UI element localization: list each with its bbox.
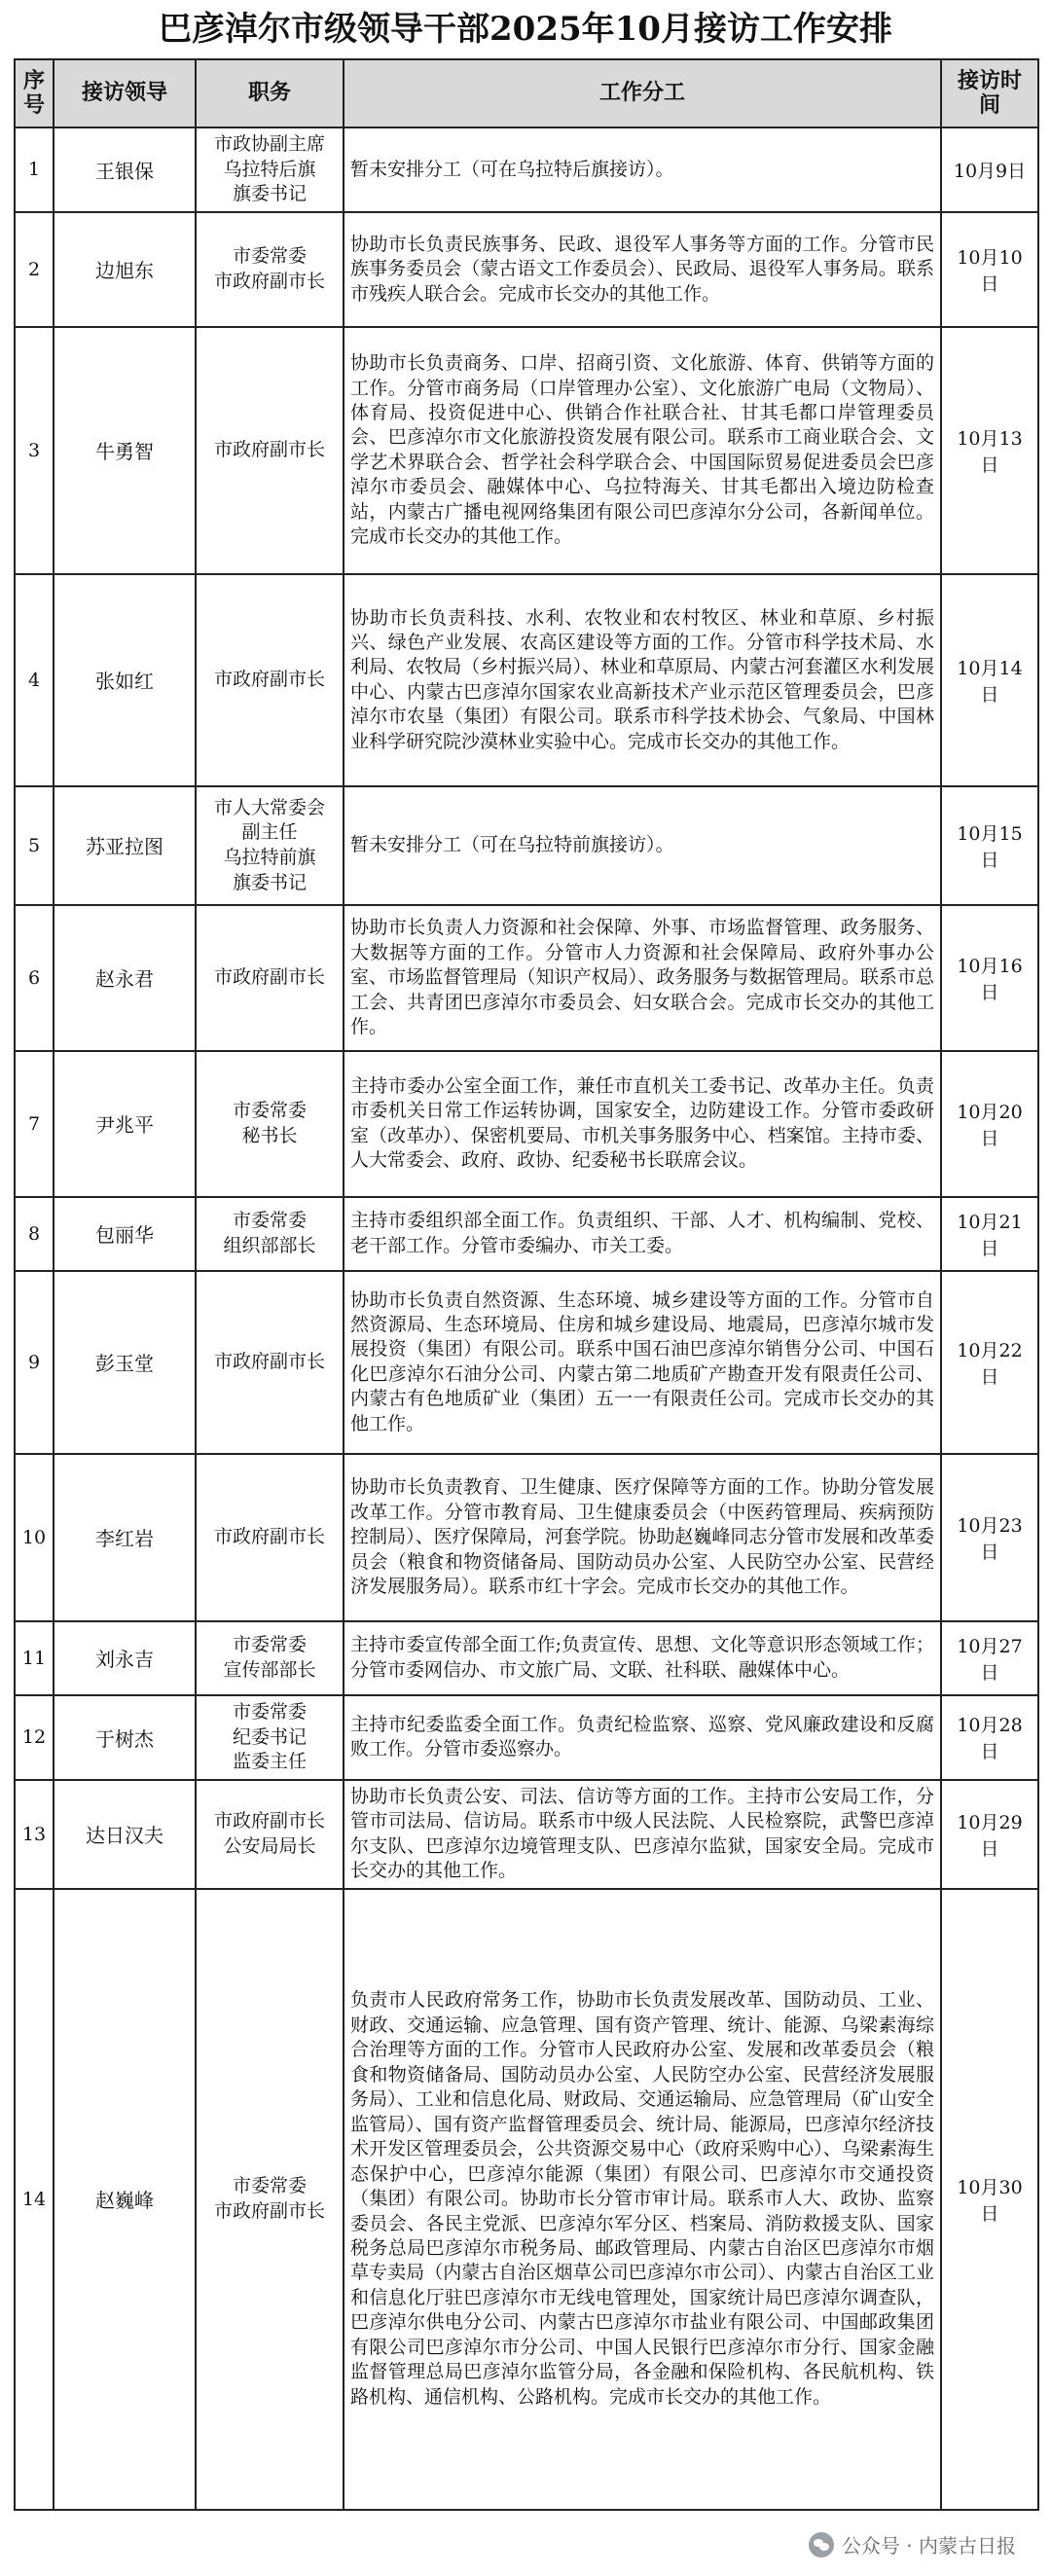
reception-date: 10月29日	[941, 1780, 1038, 1889]
leader-name: 尹兆平	[54, 1051, 196, 1197]
table-row	[15, 1051, 1038, 1197]
position-line: 市委常委	[232, 245, 307, 268]
reception-date: 10月22日	[941, 1271, 1038, 1454]
header-date: 接访时间	[941, 59, 1038, 127]
reception-date: 10月15日	[941, 786, 1038, 905]
leader-position	[196, 127, 344, 212]
leader-position	[196, 1695, 344, 1780]
table-row	[15, 1271, 1038, 1454]
position-line: 监委主任	[232, 1751, 307, 1773]
position-line: 市政协副主席	[213, 133, 325, 155]
position-line: 市人大常委会	[213, 796, 325, 818]
position-line: 旗委书记	[232, 871, 307, 893]
row-number: 7	[15, 1051, 54, 1197]
duty-description: 协助市长负责科技、水利、农牧业和农村牧区、林业和草原、乡村振兴、绿色产业发展、农高区建设等方面的工作。分管市科学技术局、水利局、农牧局（乡村振兴局）、林业和草原局、内蒙古河套灌区水利发展中心、内蒙古巴彦淖尔国家农业高新技术产业示范区管理委员会，巴彦淖尔市农垦（集团）有限公司。联系市科学技术协会、气象局、中国林业科学研究院沙漠林业实验中心。完成市长交办的其他工作。	[344, 574, 941, 786]
position-line: 市委常委	[232, 1100, 307, 1122]
leader-name: 于树杰	[54, 1695, 196, 1780]
leader-name: 苏亚拉图	[54, 786, 196, 905]
table-body	[15, 127, 1038, 2510]
position-line: 旗委书记	[232, 183, 307, 205]
leader-name: 包丽华	[54, 1197, 196, 1271]
leader-name: 张如红	[54, 574, 196, 786]
table-row	[15, 574, 1038, 786]
header-row	[15, 59, 1038, 127]
leader-position	[196, 327, 344, 574]
header-duties: 工作分工	[344, 59, 941, 127]
leader-position	[196, 1051, 344, 1197]
watermark-text: 公众号 · 内蒙古日报	[841, 2534, 1016, 2558]
duty-description: 暂未安排分工（可在乌拉特前旗接访）。	[344, 786, 941, 905]
row-number: 1	[15, 127, 54, 212]
position-line: 市委常委	[232, 1634, 307, 1656]
position-line: 市政府副市长	[213, 966, 325, 989]
table-row	[15, 212, 1038, 327]
title-prefix: 巴彦淖尔	[159, 10, 292, 49]
reception-date: 10月9日	[941, 127, 1038, 212]
position-line: 纪委书记	[232, 1725, 307, 1748]
leader-position	[196, 574, 344, 786]
position-line: 副主任	[241, 821, 298, 844]
leader-name: 刘永吉	[54, 1621, 196, 1695]
reception-date: 10月30日	[941, 1889, 1038, 2510]
reception-date: 10月27日	[941, 1621, 1038, 1695]
table-row	[15, 786, 1038, 905]
reception-date: 10月16日	[941, 905, 1038, 1051]
reception-date: 10月13日	[941, 327, 1038, 574]
row-number: 13	[15, 1780, 54, 1889]
duty-description: 协助市长负责民族事务、民政、退役军人事务等方面的工作。分管市民族事务委员会（蒙古语文工作委员会）、民政局、退役军人事务局。联系市残疾人联合会。完成市长交办的其他工作。	[344, 212, 941, 327]
duty-description: 主持市委办公室全面工作，兼任市直机关工委书记、改革办主任。负责市委机关日常工作运转协调，国家安全，边防建设工作。分管市委政研室（改革办）、保密机要局、市机关事务服务中心、档案馆。主持市委、人大常委会、政府、政协、纪委秘书长联席会议。	[344, 1051, 941, 1197]
leader-position	[196, 1454, 344, 1621]
position-line: 市政府副市长	[213, 669, 325, 691]
duty-description: 负责市人民政府常务工作，协助市长负责发展改革、国防动员、工业、财政、交通运输、应急管理、国有资产管理、统计、能源、乌梁素海综合治理等方面的工作。分管市人民政府办公室、发展和改革委员会（粮食和物资储备局、国防动员办公室、人民防空办公室、民营经济发展服务局）、工业和信息化局、财政局、交通运输局、应急管理局（矿山安全监管局）、国有资产监督管理委员会、统计局、能源局，巴彦淖尔经济技术开发区管理委员会，公共资源交易中心（政府采购中心）、乌梁素海生态保护中心，巴彦淖尔能源（集团）有限公司、巴彦淖尔市交通投资（集团）有限公司。协助市长分管市审计局。联系市人大、政协、监察委员会、各民主党派、巴彦淖尔军分区、档案局、消防救援支队、国家税务总局巴彦淖尔市税务局、邮政管理局、内蒙古自治区巴彦淖尔市烟草专卖局（内蒙古自治区烟草公司巴彦淖尔市公司）、内蒙古自治区工业和信息化厅驻巴彦淖尔市无线电管理处，国家统计局巴彦淖尔调查队，巴彦淖尔供电分公司、内蒙古巴彦淖尔市盐业有限公司、中国邮政集团有限公司巴彦淖尔市分公司、中国人民银行巴彦淖尔市分行、国家金融监督管理总局巴彦淖尔监管分局，各金融和保险机构、各民航机构、铁路机构、通信机构、公路机构。完成市长交办的其他工作。	[344, 1889, 941, 2510]
table-row	[15, 1454, 1038, 1621]
wechat-icon	[809, 2532, 834, 2558]
table-row	[15, 327, 1038, 574]
leader-position	[196, 1780, 344, 1889]
leader-name: 边旭东	[54, 212, 196, 327]
duty-description: 暂未安排分工（可在乌拉特后旗接访）。	[344, 127, 941, 212]
header-leader: 接访领导	[54, 59, 196, 127]
position-line: 市委常委	[232, 1210, 307, 1232]
duty-description: 协助市长负责商务、口岸、招商引资、文化旅游、体育、供销等方面的工作。分管市商务局（口岸管理办公室）、文化旅游广电局（文物局）、体育局、投资促进中心、供销合作社联合社、甘其毛都口岸管理委员会、巴彦淖尔市文化旅游投资发展有限公司。联系市工商业联合会、文学艺术界联合会、哲学社会科学联合会、中国国际贸易促进委员会巴彦淖尔市委员会、融媒体中心、乌拉特海关、甘其毛都出入境边防检查站，内蒙古广播电视网络集团有限公司巴彦淖尔分公司，各新闻单位。完成市长交办的其他工作。	[344, 327, 941, 574]
row-number: 3	[15, 327, 54, 574]
reception-date: 10月28日	[941, 1695, 1038, 1780]
position-line: 组织部部长	[223, 1234, 316, 1256]
duty-description: 协助市长负责公安、司法、信访等方面的工作。主持市公安局工作，分管市司法局、信访局。联系市中级人民法院、人民检察院，武警巴彦淖尔支队、巴彦淖尔边境管理支队、巴彦淖尔监狱，国家安全局。完成市长交办的其他工作。	[344, 1780, 941, 1889]
reception-date: 10月23日	[941, 1454, 1038, 1621]
document-title	[14, 0, 1037, 58]
header-num: 序号	[15, 59, 54, 127]
row-number: 4	[15, 574, 54, 786]
leader-name: 牛勇智	[54, 327, 196, 574]
leader-position	[196, 1271, 344, 1454]
row-number: 9	[15, 1271, 54, 1454]
title-emphasis: 市级	[291, 10, 358, 49]
leader-name: 彭玉堂	[54, 1271, 196, 1454]
leader-position	[196, 212, 344, 327]
position-line: 市政府副市长	[213, 270, 325, 292]
duty-description: 主持市委组织部全面工作。负责组织、干部、人才、机构编制、党校、老干部工作。分管市委编办、市关工委。	[344, 1197, 941, 1271]
position-line: 市政府副市长	[213, 2199, 325, 2222]
duty-description: 主持市委宣传部全面工作;负责宣传、思想、文化等意识形态领域工作；分管市委网信办、市文旅广局、文联、社科联、融媒体中心。	[344, 1621, 941, 1695]
leader-name: 赵永君	[54, 905, 196, 1051]
leader-position	[196, 786, 344, 905]
row-number: 2	[15, 212, 54, 327]
position-line: 市委常委	[232, 2175, 307, 2197]
reception-date: 10月14日	[941, 574, 1038, 786]
leader-position	[196, 1889, 344, 2510]
reception-date: 10月20日	[941, 1051, 1038, 1197]
leader-position	[196, 905, 344, 1051]
row-number: 8	[15, 1197, 54, 1271]
table-row	[15, 905, 1038, 1051]
position-line: 宣传部部长	[223, 1658, 316, 1681]
row-number: 12	[15, 1695, 54, 1780]
row-number: 6	[15, 905, 54, 1051]
position-line: 秘书长	[241, 1124, 298, 1146]
table-row	[15, 1197, 1038, 1271]
duty-description: 协助市长负责教育、卫生健康、医疗保障等方面的工作。协助分管发展改革工作。分管市教育局、卫生健康委员会（中医药管理局、疾病预防控制局）、医疗保障局，河套学院。协助赵巍峰同志分管市发展和改革委员会（粮食和物资储备局、国防动员办公室、人民防空办公室、民营经济发展服务局）。联系市红十字会。完成市长交办的其他工作。	[344, 1454, 941, 1621]
title-suffix: 领导干部2025年10月接访工作安排	[357, 10, 892, 49]
leader-name: 赵巍峰	[54, 1889, 196, 2510]
header-position: 职务	[196, 59, 344, 127]
leader-name: 李红岩	[54, 1454, 196, 1621]
position-line: 市政府副市长	[213, 1526, 325, 1548]
watermark	[803, 2528, 1022, 2560]
duty-description: 主持市纪委监委全面工作。负责纪检监察、巡察、党风廉政建设和反腐败工作。分管市委巡察办。	[344, 1695, 941, 1780]
row-number: 5	[15, 786, 54, 905]
schedule-table	[14, 58, 1039, 2511]
position-line: 乌拉特后旗	[223, 158, 316, 180]
reception-date: 10月10日	[941, 212, 1038, 327]
position-line: 市政府副市长	[213, 1810, 325, 1832]
row-number: 14	[15, 1889, 54, 2510]
position-line: 乌拉特前旗	[223, 846, 316, 868]
duty-description: 协助市长负责自然资源、生态环境、城乡建设等方面的工作。分管市自然资源局、生态环境局、住房和城乡建设局、地震局，巴彦淖尔城市发展投资（集团）有限公司。联系中国石油巴彦淖尔销售分公司、中国石化巴彦淖尔石油分公司、内蒙古第二地质矿产勘查开发有限责任公司、内蒙古有色地质矿业（集团）五一一有限责任公司。完成市长交办的其他工作。	[344, 1271, 941, 1454]
table-row	[15, 127, 1038, 212]
duty-description: 协助市长负责人力资源和社会保障、外事、市场监督管理、政务服务、大数据等方面的工作。分管市人力资源和社会保障局、政府外事办公室、市场监督管理局（知识产权局）、政务服务与数据管理局。联系市总工会、共青团巴彦淖尔市委员会、妇女联合会。完成市长交办的其他工作。	[344, 905, 941, 1051]
leader-name: 达日汉夫	[54, 1780, 196, 1889]
table-row	[15, 1621, 1038, 1695]
table-row	[15, 1695, 1038, 1780]
table-row	[15, 1780, 1038, 1889]
reception-date: 10月21日	[941, 1197, 1038, 1271]
table-row	[15, 1889, 1038, 2510]
leader-position	[196, 1197, 344, 1271]
position-line: 公安局局长	[223, 1834, 316, 1857]
leader-position	[196, 1621, 344, 1695]
position-line: 市政府副市长	[213, 1351, 325, 1373]
position-line: 市委常委	[232, 1700, 307, 1723]
row-number: 10	[15, 1454, 54, 1621]
row-number: 11	[15, 1621, 54, 1695]
position-line: 市政府副市长	[213, 439, 325, 461]
leader-name: 王银保	[54, 127, 196, 212]
